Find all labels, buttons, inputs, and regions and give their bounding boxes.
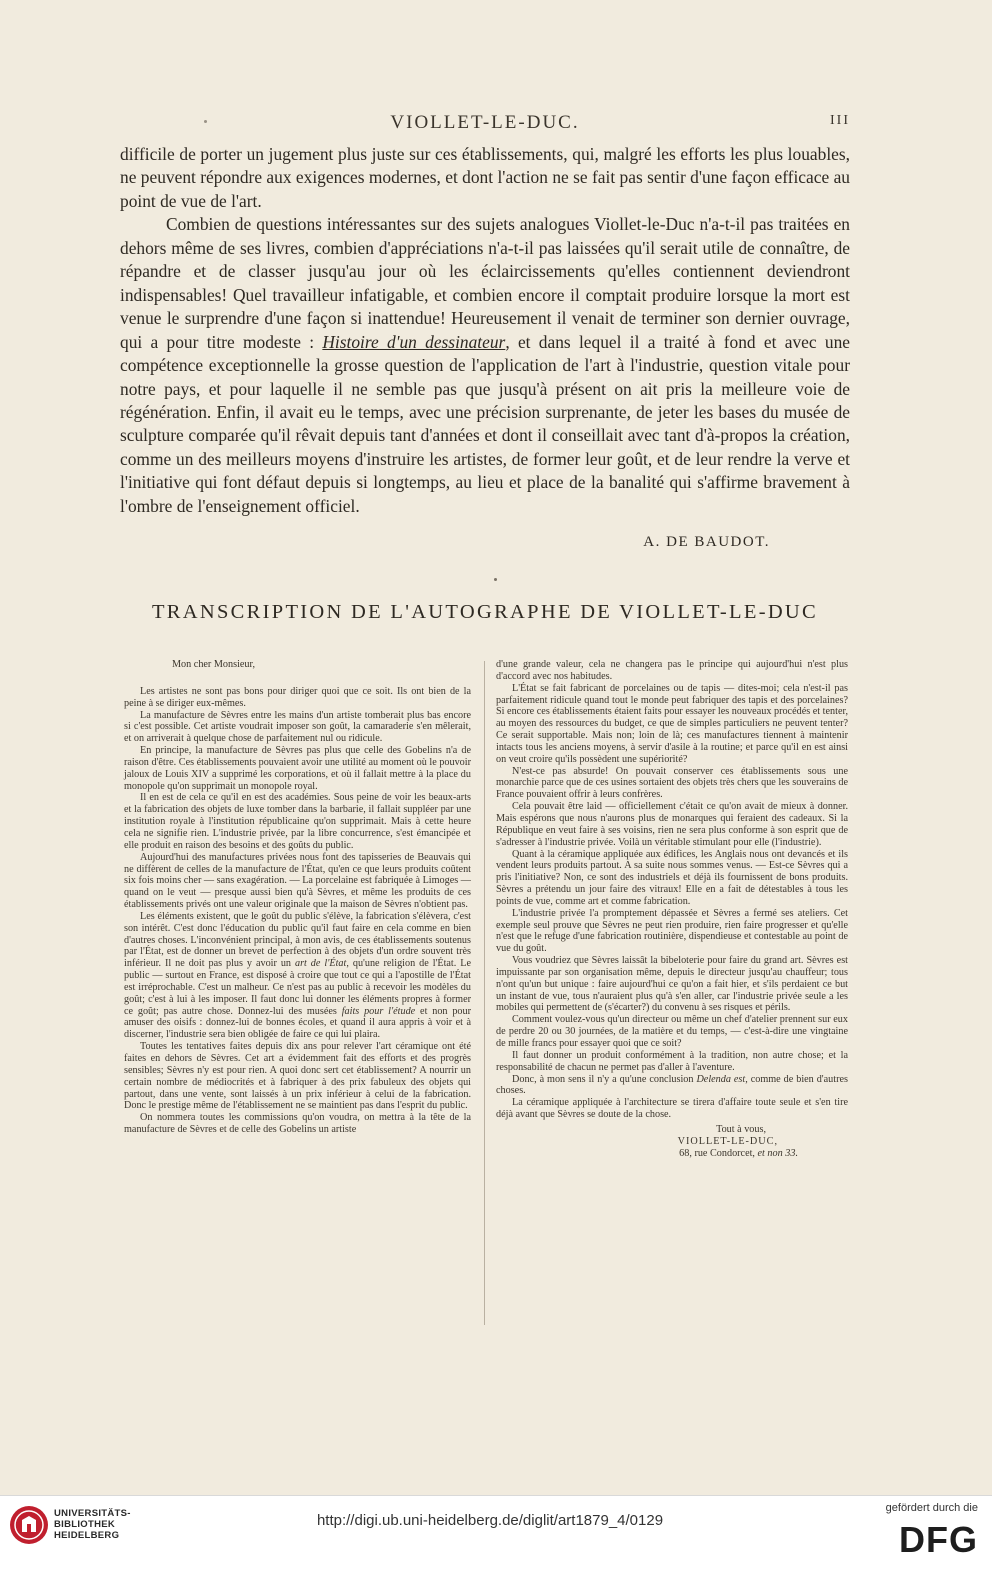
letter-text: , comme de bien d'autres choses. — [496, 1073, 848, 1097]
page-number: III — [830, 113, 850, 128]
letter-paragraph: Vous voudriez que Sèvres laissât la bibeloterie pour faire du grand art. Sèvres est impuissante par son organisation même, depuis le directeur jusqu'au chauffeur; tous n'ont qu'un but unique : faire aujourd'hui ce qu'on a fait hier, et s'ils perdaient ce but un instant de vue, tous n'auraient plus qu'à s'en aller, car l'industrie privée seule a les mobiles qui permettent de (s'écarter?) du convenu à ses risques et périls. — [496, 955, 848, 1014]
letter-right-column — [496, 659, 848, 1159]
university-seal-icon — [8, 1504, 50, 1546]
section-ornament-dot — [494, 578, 497, 581]
letter-paragraph — [124, 911, 471, 1041]
letter-text: Donc, à mon sens il n'y a qu'une conclusion — [512, 1073, 694, 1085]
article-body — [120, 143, 850, 518]
letter-paragraph: L'État se fait fabricant de porcelaines ou de tapis — dites-moi; cela n'est-il pas parfaitement ridicule quand tout le monde peut fabriquer des tapis et des porcelaines? Si encore ces établissements étaient faits pour essayer les nouveaux procédés et tenter, au moyen des ressources du budget, ce que de simples particuliers ne peuvent tenter? Ce serait supportable. Mais non; loin de là; ces manufactures tiennent à maintenir intacts tous les anciens moyens, à servir d'asile à la routine; et parce qu'il en est ainsi on veut croire qu'ils possèdent une supériorité? — [496, 682, 848, 765]
institution-name — [54, 1508, 131, 1541]
letter-closing-address — [496, 1148, 848, 1160]
article-paragraph-text: , et dans lequel il a traité à fond et avec une compétence exceptionnelle la grosse question de l'application de l'art à l'industrie, question vitale pour notre pays, et pour laquelle il ne semble pas que jusqu'à présent on ait pris la meilleure voie de régénération. Enfin, il avait eu le temps, avec une précision surprenante, de jeter les bases du musée de sculpture comparée qu'il rêvait depuis tant d'années et dont il conseillait avec tant d'à-propos la création, comme un des meilleurs moyens d'instruire les artistes, de former leur goût, et de leur rendre la verve et l'initiative qui font défaut depuis si longtemps, au lieu et place de la banalité qui s'affirme bravement à l'ombre de l'enseignement officiel. — [120, 331, 850, 516]
letter-text: , qu'une religion de l'État. Le public — surtout en France, est disposé à croire que tout ce qui a l'apostille de l'État est irréprochable. C'est un malheur. Ce n'est pas au public à recevoir les modèles du goût; c'est à lui à les imposer. Il faut donc lui donner les éléments propres à former ce goût; pas autre chose. Donnez-lui des musées — [124, 958, 471, 1017]
book-title: Histoire d'un dessinateur — [322, 331, 506, 352]
running-title: VIOLLET-LE-DUC. — [390, 112, 580, 133]
running-head — [120, 112, 850, 136]
letter-paragraph: Quant à la céramique appliquée aux édifices, les Anglais nous ont devancés et ils vendent leurs produits partout. A sa suite nous sommes venus. — Est-ce Sèvres qui a pris l'initiative? Non, ce sont des industriels et déjà ils fournissent de bons produits. Sèvres a prétendu un jour faire des vitraux! Elle en a fait de détestables à tous les points de vue, comme art et comme fabrication. — [496, 848, 848, 907]
letter-closing-name: VIOLLET-LE-DUC, — [677, 1135, 778, 1147]
institution-line: UNIVERSITÄTS- — [54, 1508, 131, 1519]
letter-text: et non pour amuser des oisifs : donnez-lui de bonnes écoles, et quand il aura appris à voir et à discerner, l'industrie sera bien obligée de faire ce qui lui plaira. — [124, 1005, 472, 1041]
author-signature — [120, 534, 770, 551]
letter-paragraph: En principe, la manufacture de Sèvres pas plus que celle des Gobelins n'a de raison d'être. Ces établissements pouvaient avoir une utilité au moment où le pouvoir jaloux de Louis XIV a supprimé les corporations, et où il fallait mettre à la place du monopole qu'on supprimait un monopole royal. — [124, 745, 471, 792]
letter-paragraph: Aujourd'hui des manufactures privées nous font des tapisseries de Beauvais qui ne diffèrent de celles de la manufacture de l'État, qu'en ce que leurs produits coûtent six fois moins cher — sans exagération. — La porcelaine est fabriquée à Limoges — quand on le veut — presque aussi bien qu'à Sèvres, et même les produits de ces établissements privés ont une valeur originale que la maison de Sèvres n'obtient pas. — [124, 851, 471, 911]
letter-text: Les éléments existent, que le goût du public s'élève, la fabrication s'élèvera, c'est son intérêt. C'est donc l'éducation du public qu'il faut faire en cela comme en bien d'autres choses. L'inconvénient principal, à mon avis, de ces établissements soutenus par l'État, est de donner un brevet de perfection à des objets d'un ordre souvent très inférieur. Il ne doit pas plus y avoir un — [124, 910, 471, 970]
institution-line: BIBLIOTHEK — [54, 1519, 116, 1530]
letter-paragraph: On nommera toutes les commissions qu'on voudra, on mettra à la tête de la manufacture de Sèvres et de celle des Gobelins un artiste — [124, 1112, 471, 1136]
letter-emphasis: faits pour l'étude — [341, 1005, 416, 1017]
signature-text: A. DE BAUDOT. — [643, 534, 770, 550]
letter-emphasis: Delenda est — [696, 1073, 746, 1085]
column-divider — [484, 661, 485, 1325]
letter-paragraph: Il en est de cela ce qu'il en est des académies. Sous peine de voir les beaux-arts et la fabrication des objets de luxe tomber dans la barbarie, il fallait suppléer par une institution royale à l'institution républicaine qu'on supprimait. Mais à cette heure cela ne signifie rien. L'industrie privée, par la libre concurrence, s'est émancipée et elle produit en raison des besoins et des goûts du public. — [124, 792, 471, 851]
letter-closing: Tout à vous, — [716, 1123, 766, 1135]
letter-paragraph: Comment voulez-vous qu'un directeur ou même un chef d'atelier prennent sur eux de perdre 20 ou 30 journées, de la matière et du temps, — c'est-à-dire une vingtaine de mille francs pour essayer quoi que ce soit? — [496, 1014, 848, 1049]
dfg-logo: DFG — [899, 1519, 978, 1560]
article-paragraph-text: Combien de questions intéressantes sur des sujets analogues Viollet-le-Duc n'a-t-il pas traitées en dehors même de ses livres, combien d'appréciations n'a-t-il pas laissées qu'il serait utile de connaître, de répandre et de classer jusqu'au jour où les éclaircissements qu'elles contiennent deviendront indispensables! Quel travailleur infatigable, et combien encore il comptait produire lorsque la mort est venue le surprendre d'une façon si inattendue! Heureusement il venait de terminer son dernier ouvrage, qui a pour titre modeste : — [120, 214, 850, 352]
letter-left-column — [124, 659, 471, 1136]
letter-paragraph: L'industrie privée l'a promptement dépassée et Sèvres a fermé ses ateliers. Cet exemple seul prouve que Sèvres ne peut rien produire, rien faire progresser et qu'elle n'est que le refuge d'une fabrication routinière, dispendieuse et contestable au point de vue du goût. — [496, 907, 848, 955]
address-text: 68, rue Condorcet, — [679, 1147, 755, 1159]
section-title: TRANSCRIPTION DE L'AUTOGRAPHE DE VIOLLET-LE-DUC — [151, 601, 819, 623]
institution-line: HEIDELBERG — [54, 1530, 120, 1541]
article-paragraph: difficile de porter un jugement plus juste sur ces établissements, qui, malgré les efforts les plus louables, ne peuvent répondre aux exigences modernes, et dont l'action ne se fait pas sentir d'une façon efficace au point de vue de l'art. — [120, 144, 850, 211]
letter-paragraph: Toutes les tentatives faites depuis dix ans pour relever l'art céramique ont été faites en dehors de Sèvres. Cet art a évidemment fait des efforts et des progrès sensibles; Sèvres n'y est pour rien. A quoi donc sert cet établissement? A nourrir un certain nombre de médiocrités et à fabriquer à des prix fabuleux des objets qui partout, dans une vente, sont laissés à un prix inférieur à celui de la fabrication. Donc le prestige même de l'établissement ne se maintient pas dans l'esprit du public. — [124, 1041, 471, 1112]
address-note: et non 33. — [757, 1147, 798, 1159]
funding-label: gefördert durch die — [885, 1502, 978, 1514]
letter-paragraph: La manufacture de Sèvres entre les mains d'un artiste tomberait plus bas encore si c'est possible. Cet artiste voudrait imposer son goût, la camaraderie s'en mêlerait, et on arriverait à quelque chose de parfaitement nul ou ridicule. — [124, 709, 471, 745]
letter-paragraph: Cela pouvait être laid — officiellement c'était ce qu'on avait de mieux à donner. Mais espérons que nous n'aurons plus de monarques qui feraient des cadeaux. Si la République en veut faire à ses voisins, rien ne sera plus conforme à son esprit que de s'adresser à l'industrie privée. Voilà un véritable stimulant pour elle (l'industrie). — [496, 801, 848, 848]
letter-paragraph: d'une grande valeur, cela ne changera pas le principe qui aujourd'hui n'est plus d'accord avec nos habitudes. — [496, 659, 848, 682]
letter-paragraph: Les artistes ne sont pas bons pour diriger quoi que ce soit. Ils ont bien de la peine à se diriger eux-mêmes. — [124, 685, 471, 709]
letter-paragraph: Il faut donner un produit conformément à la tradition, non autre chose; et la responsabilité de chacun ne permet pas d'aller à l'aventure. — [496, 1049, 848, 1073]
digitization-footer — [0, 1495, 992, 1586]
letter-paragraph: La céramique appliquée à l'architecture se tirera d'affaire toute seule et s'en tire déjà avant que Sèvres se doute de la chose. — [496, 1097, 848, 1121]
article-paragraph — [120, 213, 850, 518]
letter-paragraph: N'est-ce pas absurde! On pouvait conserver ces établissements sous une monarchie parce que de ces usines sortaient des objets très chers que les souverains de France pouvaient offrir à leurs confrères. — [496, 765, 848, 801]
letter-salutation: Mon cher Monsieur, — [172, 659, 256, 670]
letter-paragraph — [496, 1074, 848, 1098]
permalink-url[interactable]: http://digi.ub.uni-heidelberg.de/diglit/art1879_4/0129 — [316, 1512, 664, 1529]
letter-emphasis: art de l'État — [294, 958, 347, 970]
